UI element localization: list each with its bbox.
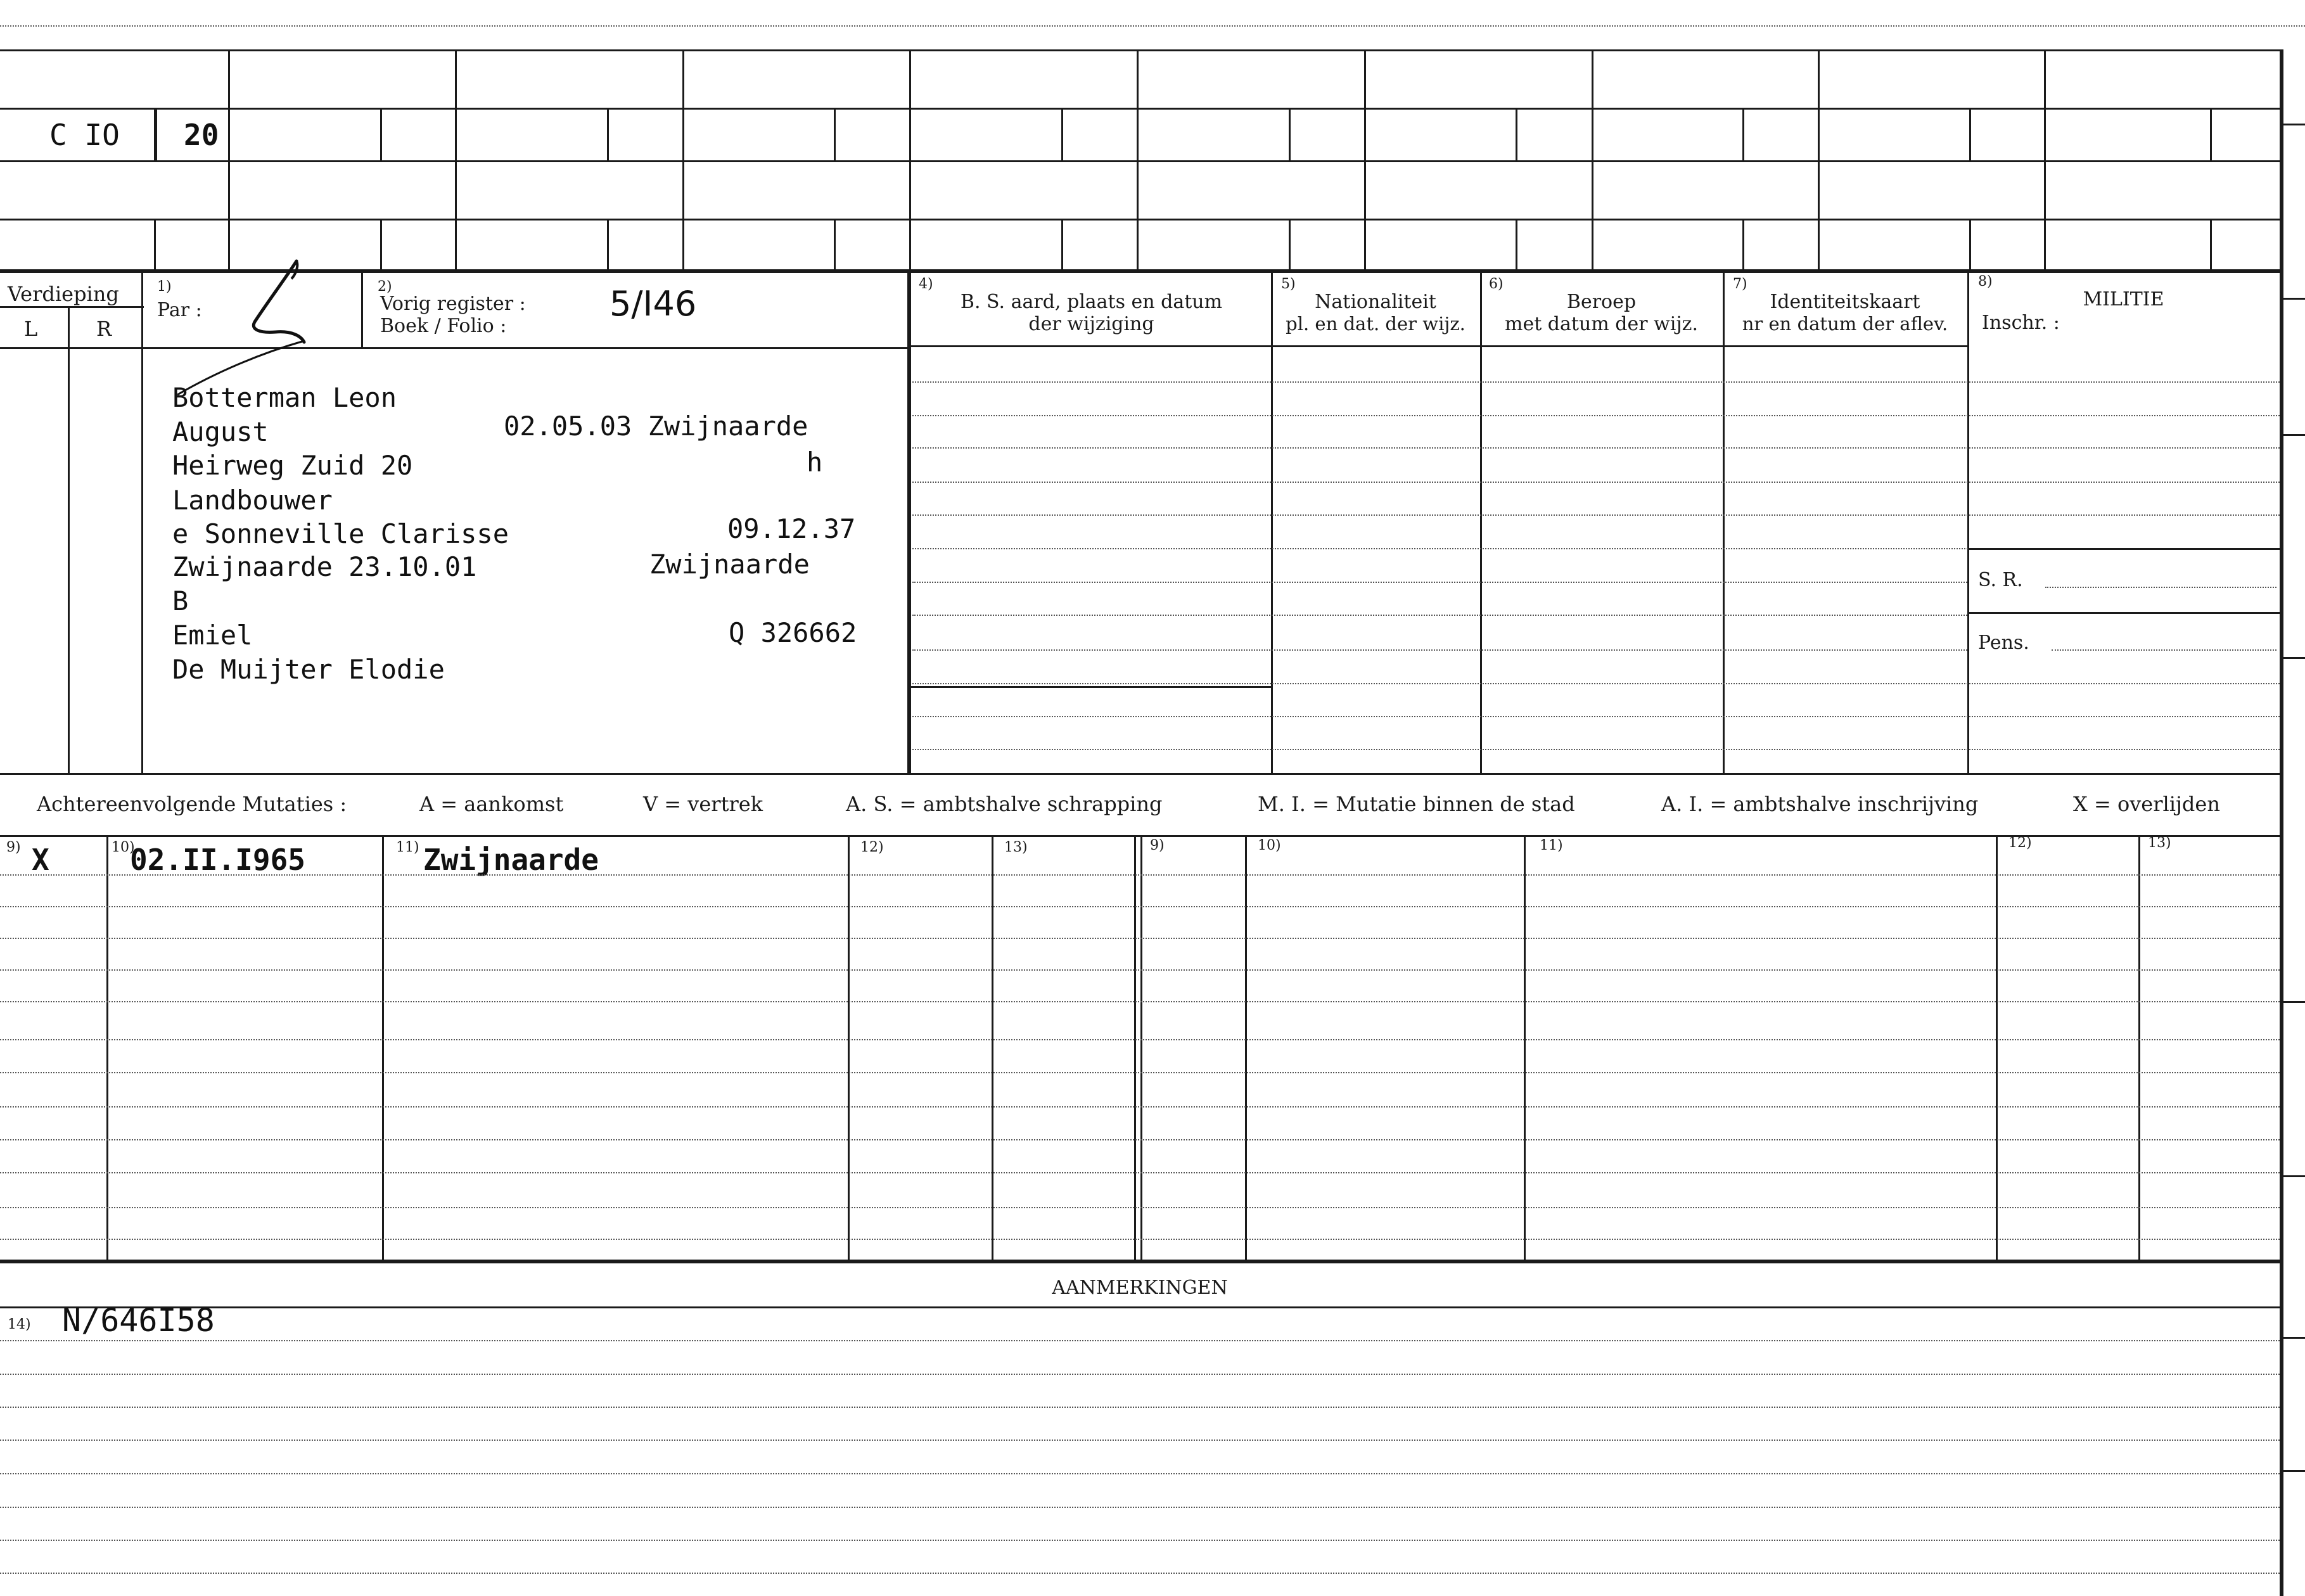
edge-tick xyxy=(2283,1337,2305,1339)
verdieping-r-label: R xyxy=(96,317,112,341)
person-name: Botterman Leon xyxy=(172,382,397,413)
father-name: Emiel xyxy=(172,620,253,651)
grid-vline xyxy=(1969,108,1971,162)
header-hline xyxy=(0,347,144,349)
mutation-place: Zwijnaarde xyxy=(423,843,599,877)
mut-col-number: 11) xyxy=(1540,838,1563,853)
mut-col-number: 10) xyxy=(1258,838,1281,853)
col5-number: 5) xyxy=(1281,276,1296,292)
ruled-line xyxy=(912,482,2280,483)
grid-hline xyxy=(0,108,2283,110)
grid-vline xyxy=(1289,219,1291,271)
verdieping-label: Verdieping xyxy=(8,282,119,306)
remarks-ruled-line xyxy=(0,1340,2280,1341)
mut-col-divider xyxy=(106,835,108,1260)
grid-vline xyxy=(380,108,382,162)
ruled-line xyxy=(912,447,2280,449)
mut-ruled-line xyxy=(0,969,2280,971)
legend-x: X = overlijden xyxy=(2073,792,2220,816)
militie-hline xyxy=(1969,548,2280,550)
col2-number: 2) xyxy=(378,279,392,295)
militie-label: MILITIE xyxy=(2083,288,2164,310)
mutation-date: 02.II.I965 xyxy=(130,843,305,877)
right-border xyxy=(2280,49,2283,1596)
ruled-line xyxy=(912,683,2280,684)
grid-vline xyxy=(1061,108,1063,162)
ruled-line xyxy=(912,582,1967,583)
col2-label-b: Boek / Folio : xyxy=(380,315,507,337)
edge-tick xyxy=(2283,1175,2305,1177)
grid-vline xyxy=(2044,49,2046,271)
col-divider xyxy=(68,306,70,775)
remarks-ruled-line xyxy=(0,1573,2280,1574)
grid-vline xyxy=(380,219,382,271)
mut-col-number: 13) xyxy=(2148,835,2171,851)
grid-vline xyxy=(154,219,156,271)
col7-label-b: nr en datum der aflev. xyxy=(1742,313,1948,335)
remarks-ruled-line xyxy=(0,1473,2280,1474)
grid-vline xyxy=(909,49,911,271)
sr-line xyxy=(2045,587,2276,588)
mut-ruled-line xyxy=(0,1039,2280,1040)
mut-col-divider xyxy=(848,835,850,1260)
col-divider xyxy=(1967,271,1969,775)
marker-b: B xyxy=(172,585,189,616)
col4-label-b: der wijziging xyxy=(1028,313,1154,335)
legend-ai: A. I. = ambtshalve inschrijving xyxy=(1661,792,1979,816)
mut-col-number: 9) xyxy=(6,839,21,855)
legend-v: V = vertrek xyxy=(643,792,763,816)
marker-h: h xyxy=(807,447,823,478)
grid-vline xyxy=(228,49,230,271)
legend-a: A = aankomst xyxy=(419,792,564,816)
mut-ruled-line xyxy=(0,1139,2280,1140)
edge-tick xyxy=(2283,124,2305,125)
edge-tick xyxy=(2283,657,2305,659)
grid-vline xyxy=(2210,219,2212,271)
grid-vline xyxy=(1364,49,1366,271)
col4-label-a: B. S. aard, plaats en datum xyxy=(960,291,1223,313)
grid-vline xyxy=(1137,49,1139,271)
remarks-ruled-line xyxy=(0,1540,2280,1541)
remarks-ruled-line xyxy=(0,1507,2280,1508)
col2-label-a: Vorig register : xyxy=(380,293,526,315)
mut-ruled-line xyxy=(0,874,2280,876)
grid-hline xyxy=(0,160,2283,162)
mut-col-divider xyxy=(382,835,384,1260)
grid-vline xyxy=(1742,108,1744,162)
legend-mi: M. I. = Mutatie binnen de stad xyxy=(1258,792,1575,816)
mut-ruled-line xyxy=(0,1239,2280,1240)
grid-hline xyxy=(0,269,2283,273)
col-divider xyxy=(361,271,363,347)
remarks-number: 14) xyxy=(8,1317,31,1332)
mut-col-number: 13) xyxy=(1004,839,1028,855)
ref-divider xyxy=(155,108,157,162)
grid-vline xyxy=(1516,108,1517,162)
col4-number: 4) xyxy=(919,276,933,292)
mut-col-number: 9) xyxy=(1150,838,1165,853)
ruled-line xyxy=(912,649,1967,651)
top-edge-line xyxy=(0,25,2305,27)
remarks-title: AANMERKINGEN xyxy=(1052,1277,1228,1299)
mut-col-divider xyxy=(1134,835,1136,1260)
header-hline xyxy=(0,306,144,308)
sr-label: S. R. xyxy=(1978,569,2023,591)
edge-tick xyxy=(2283,1001,2305,1003)
remarks-ruled-line xyxy=(0,1440,2280,1441)
grid-vline xyxy=(1969,219,1971,271)
mut-ruled-line xyxy=(0,1001,2280,1002)
grid-vline xyxy=(1592,49,1593,271)
pens-line xyxy=(2052,649,2276,651)
mutations-bottom-line xyxy=(0,1260,2283,1263)
grid-vline xyxy=(1289,108,1291,162)
verdieping-l-label: L xyxy=(24,317,38,341)
grid-vline xyxy=(607,219,609,271)
grid-vline xyxy=(1742,219,1744,271)
reference-code: C IO xyxy=(49,118,120,152)
mut-ruled-line xyxy=(0,938,2280,939)
mother-name: De Muijter Elodie xyxy=(172,654,445,685)
grid-vline xyxy=(607,108,609,162)
ruled-line xyxy=(912,415,2280,416)
previous-register-value: 5/I46 xyxy=(610,284,697,324)
remarks-value: N/646I58 xyxy=(62,1302,215,1339)
col-divider xyxy=(1271,271,1273,775)
address: Heirweg Zuid 20 xyxy=(172,450,413,481)
remarks-top-line xyxy=(0,1306,2283,1308)
col5-label-a: Nationaliteit xyxy=(1315,291,1436,313)
col7-number: 7) xyxy=(1733,276,1747,292)
birth-date-place: 02.05.03 Zwijnaarde xyxy=(504,411,808,442)
edge-tick xyxy=(2283,434,2305,436)
grid-vline xyxy=(1516,219,1517,271)
mut-ruled-line xyxy=(0,1172,2280,1173)
spouse-name: e Sonneville Clarisse xyxy=(172,518,509,549)
ruled-line xyxy=(912,749,2280,750)
legend-title: Achtereenvolgende Mutaties : xyxy=(37,792,347,816)
remarks-ruled-line xyxy=(0,1407,2280,1408)
occupation: Landbouwer xyxy=(172,485,333,516)
grid-hline xyxy=(0,49,2283,51)
col6-label-b: met datum der wijz. xyxy=(1505,313,1698,335)
mut-ruled-line xyxy=(0,906,2280,907)
mutation-type: X xyxy=(32,843,49,877)
mut-col-divider xyxy=(1524,835,1526,1260)
mut-col-number: 12) xyxy=(2008,835,2032,851)
mut-col-number: 11) xyxy=(396,839,419,855)
grid-hline xyxy=(0,219,2283,220)
grid-vline xyxy=(2210,108,2212,162)
inschrijving-label: Inschr. : xyxy=(1982,312,2060,334)
col1-label: Par : xyxy=(157,299,202,321)
mut-col-divider xyxy=(1996,835,1998,1260)
grid-vline xyxy=(834,219,836,271)
ruled-line xyxy=(912,381,2280,383)
col5-label-b: pl. en dat. der wijz. xyxy=(1286,313,1465,335)
ruled-line xyxy=(912,514,2280,516)
grid-vline xyxy=(455,49,457,271)
col-divider xyxy=(141,271,143,775)
block-bottom-line xyxy=(0,773,2283,775)
col-divider xyxy=(907,271,911,775)
reference-number: 20 xyxy=(184,118,219,152)
col8-number: 8) xyxy=(1978,274,1993,290)
mut-col-number: 12) xyxy=(860,839,884,855)
col-divider xyxy=(1723,271,1725,775)
mut-col-divider xyxy=(1245,835,1247,1260)
mut-ruled-line xyxy=(0,1106,2280,1108)
header-hline xyxy=(909,345,1969,347)
mut-col-divider xyxy=(2138,835,2140,1260)
spouse-birth: Zwijnaarde 23.10.01 xyxy=(172,551,477,582)
col6-number: 6) xyxy=(1489,276,1504,292)
ruled-line xyxy=(912,716,2280,717)
remarks-ruled-line xyxy=(0,1374,2280,1375)
grid-vline xyxy=(1818,49,1820,271)
marriage-date: 09.12.37 xyxy=(727,513,856,544)
mut-col-divider xyxy=(992,835,993,1260)
person-first-name: August xyxy=(172,416,269,447)
col6-label-a: Beroep xyxy=(1566,291,1637,313)
spouse-birth-place: Zwijnaarde xyxy=(649,549,810,580)
legend-as: A. S. = ambtshalve schrapping xyxy=(846,792,1163,816)
militie-hline xyxy=(1969,612,2280,614)
mut-ruled-line xyxy=(0,1072,2280,1073)
grid-vline xyxy=(1061,219,1063,271)
col1-number: 1) xyxy=(157,279,172,295)
ruled-line xyxy=(912,615,1967,616)
col7-label-a: Identiteitskaart xyxy=(1770,291,1920,313)
id-number: Q 326662 xyxy=(729,617,857,648)
col-divider xyxy=(1480,271,1482,775)
mut-col-number: 10) xyxy=(112,839,135,855)
col4-hline xyxy=(909,686,1272,688)
mut-ruled-line xyxy=(0,1207,2280,1208)
edge-tick xyxy=(2283,298,2305,300)
edge-tick xyxy=(2283,1470,2305,1472)
grid-vline xyxy=(682,49,684,271)
mut-col-divider xyxy=(1140,835,1142,1260)
pens-label: Pens. xyxy=(1978,632,2029,654)
grid-vline xyxy=(834,108,836,162)
